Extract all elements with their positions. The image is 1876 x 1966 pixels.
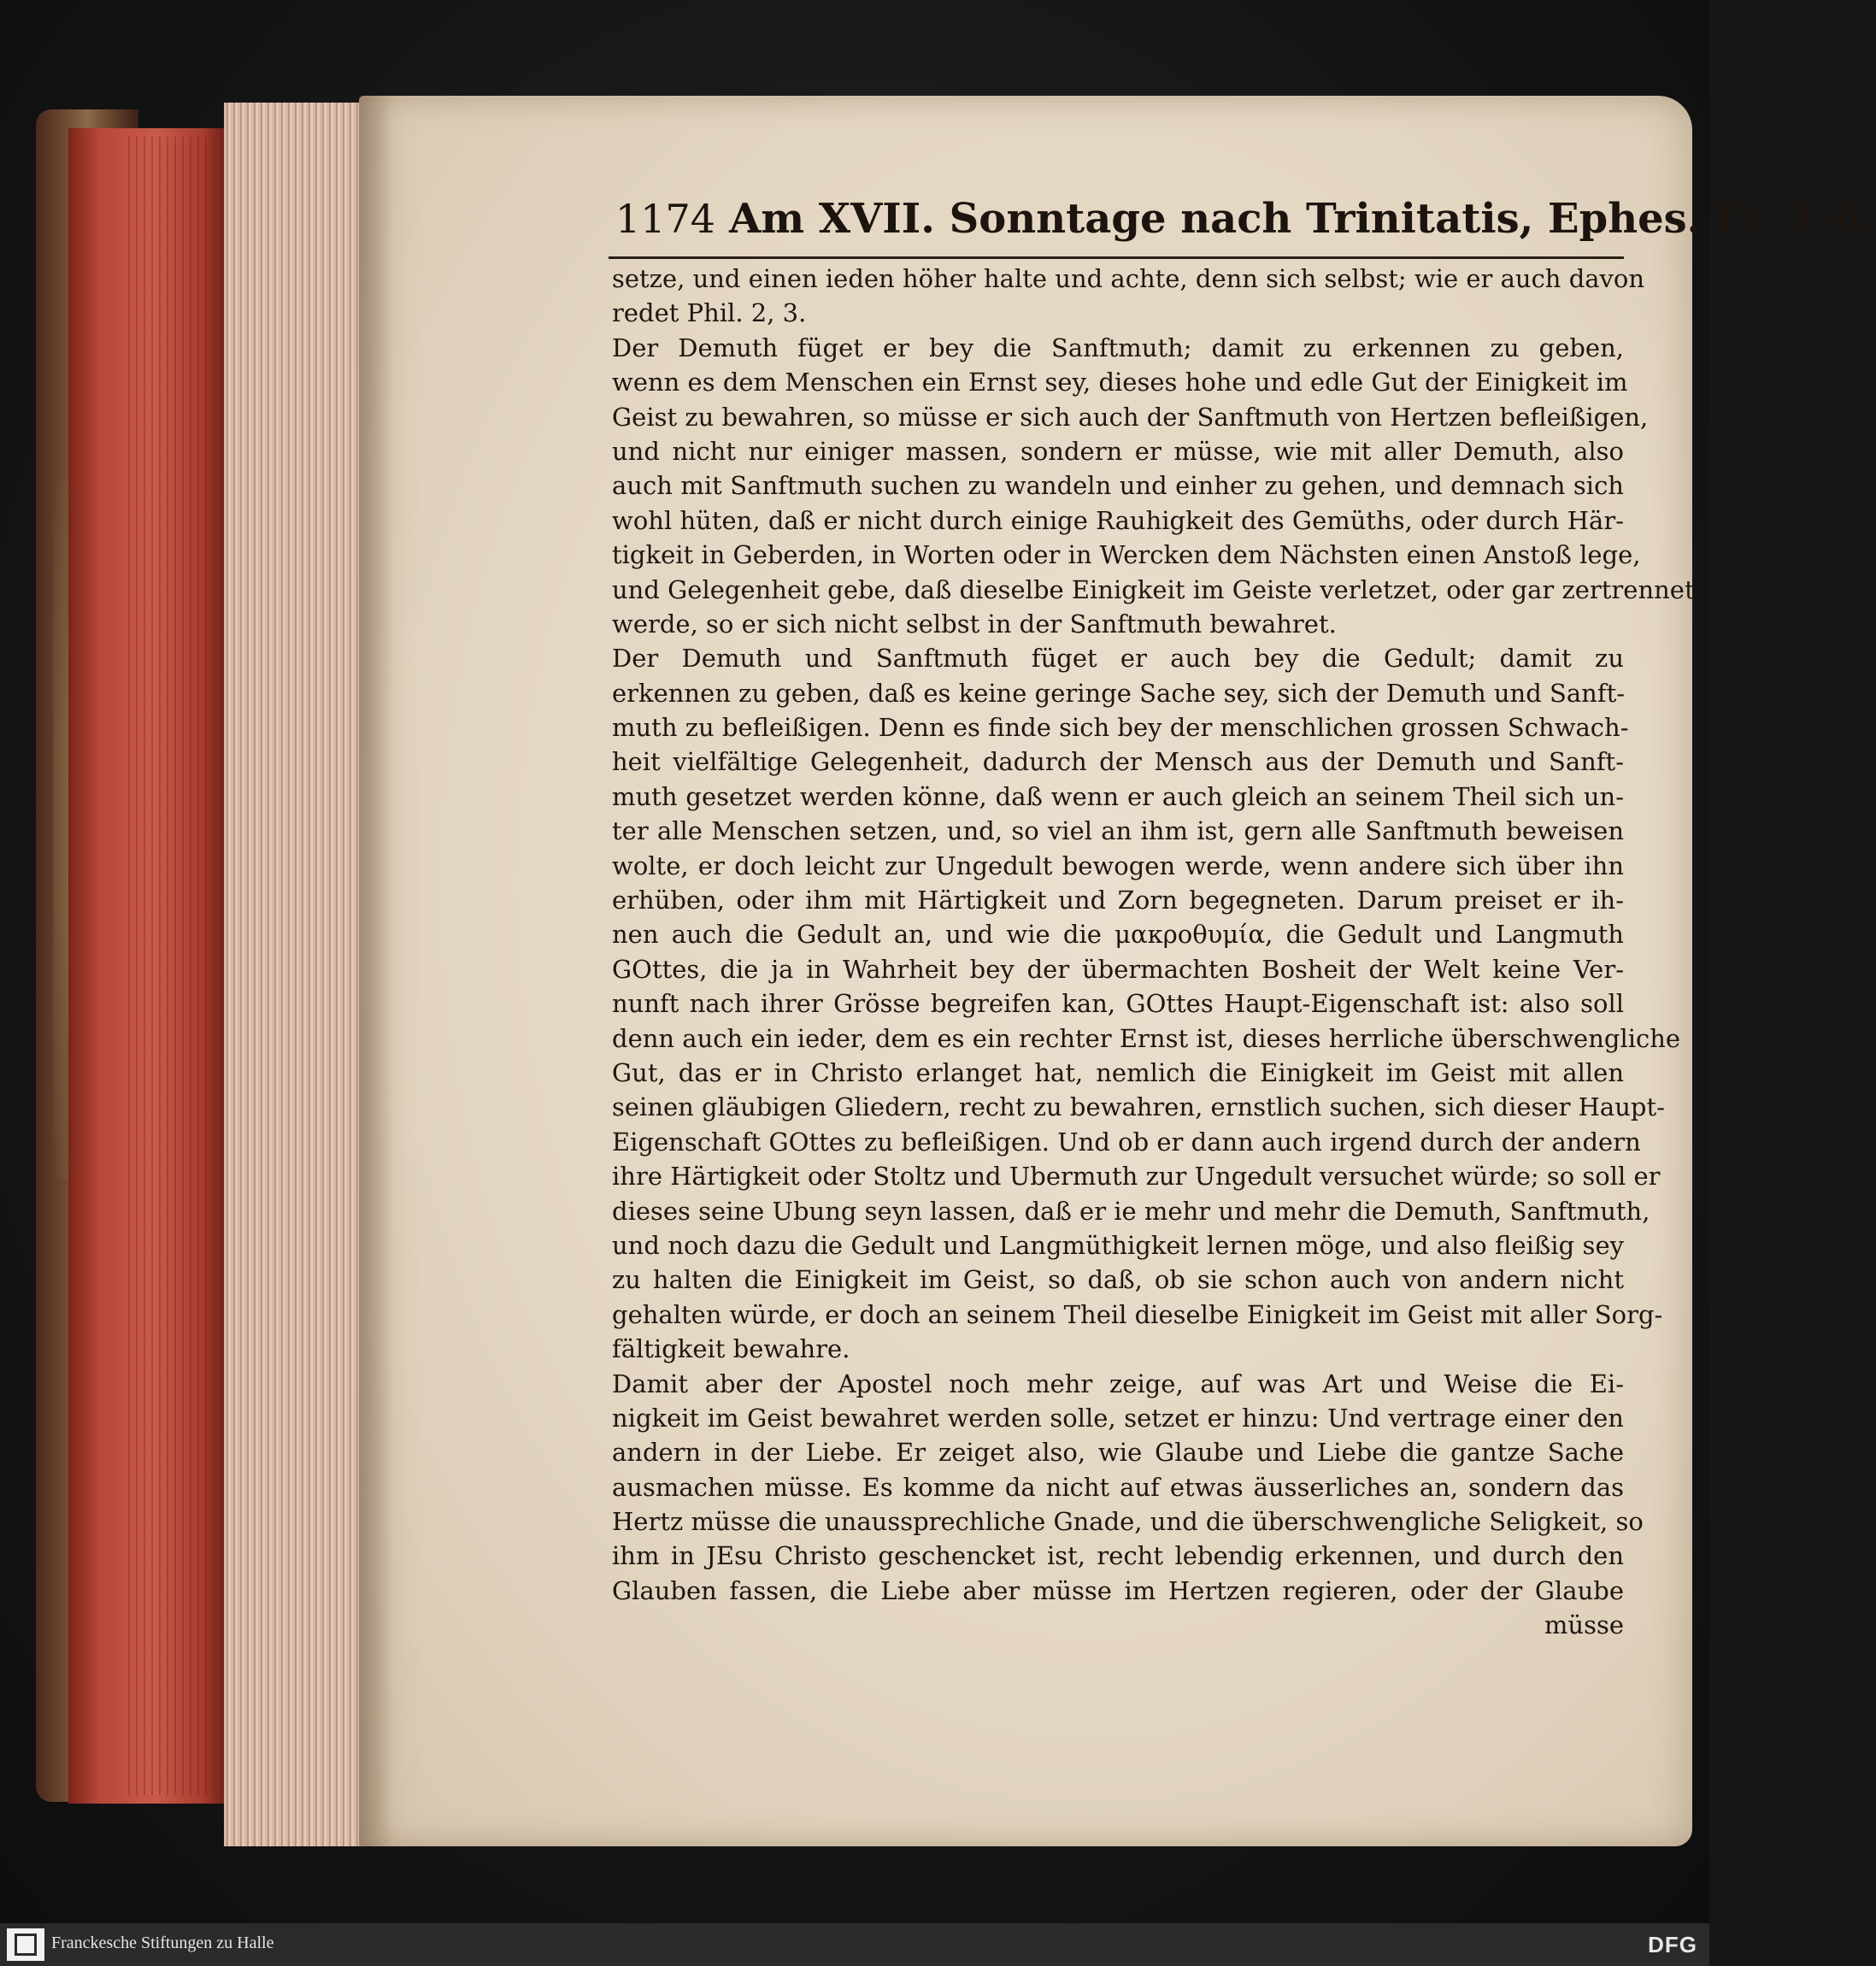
text-line: Geist zu bewahren, so müsse er sich auch der Sanftmuth von Hertzen befleißigen, bbox=[612, 402, 1649, 432]
institution-logo bbox=[7, 1928, 44, 1961]
text-line: wohl hüten, daß er nicht durch einige Rauhigkeit des Gemüths, oder durch Här- bbox=[612, 505, 1624, 535]
body-text bbox=[612, 262, 1695, 1643]
text-line: denn auch ein ieder, dem es ein rechter Ernst ist, dieses herrliche überschwengliche bbox=[612, 1023, 1681, 1053]
page-number: 1174 bbox=[615, 196, 716, 242]
text-line: Glauben fassen, die Liebe aber müsse im Hertzen regieren, oder der Glaube bbox=[612, 1575, 1624, 1605]
text-line: nunft nach ihrer Grösse begreifen kan, GOttes Haupt-Eigenschaft ist: also soll bbox=[612, 989, 1624, 1019]
text-line: erhüben, oder ihm mit Härtigkeit und Zorn begegneten. Darum preiset er ih- bbox=[612, 886, 1624, 915]
text-line: seinen gläubigen Gliedern, recht zu bewahren, ernstlich suchen, sich dieser Haupt- bbox=[612, 1092, 1665, 1122]
text-line: Damit aber der Apostel noch mehr zeige, auf was Art und Weise die Ei- bbox=[612, 1369, 1624, 1398]
text-line: muth zu befleißigen. Denn es finde sich bey der menschlichen grossen Schwach- bbox=[612, 713, 1629, 743]
text-line: auch mit Sanftmuth suchen zu wandeln und einher zu gehen, und demnach sich bbox=[612, 471, 1624, 501]
text-line: Hertz müsse die unaussprechliche Gnade, und die überschwengliche Seligkeit, so bbox=[612, 1507, 1644, 1537]
text-line: wolte, er doch leicht zur Ungedult bewogen werde, wenn andere sich über ihn bbox=[612, 851, 1624, 880]
text-line: gehalten würde, er doch an seinem Theil dieselbe Einigkeit im Geist mit aller Sorg- bbox=[612, 1299, 1663, 1329]
text-line: und noch dazu die Gedult und Langmüthigkeit lernen möge, und also fleißig sey bbox=[612, 1230, 1624, 1260]
text-line: Gut, das er in Christo erlanget hat, nemlich die Einigkeit im Geist mit allen bbox=[612, 1057, 1624, 1087]
text-line: ihre Härtigkeit oder Stoltz und Ubermuth zur Ungedult versuchet würde; so soll er bbox=[612, 1162, 1661, 1192]
text-line: ihm in JEsu Christo geschencket ist, recht lebendig erkennen, und durch den bbox=[612, 1541, 1624, 1571]
text-line: tigkeit in Geberden, in Worten oder in Wercken dem Nächsten einen Anstoß lege, bbox=[612, 540, 1641, 570]
text-line: redet Phil. 2, 3. bbox=[612, 298, 807, 328]
text-line: Der Demuth füget er bey die Sanftmuth; damit zu erkennen zu geben, bbox=[612, 333, 1624, 362]
text-line: Eigenschaft GOttes zu befleißigen. Und ob er dann auch irgend durch der andern bbox=[612, 1127, 1641, 1157]
text-line: und nicht nur einiger massen, sondern er müsse, wie mit aller Demuth, also bbox=[612, 436, 1624, 466]
institution-name: Franckesche Stiftungen zu Halle bbox=[51, 1934, 274, 1952]
text-line: ausmachen müsse. Es komme da nicht auf etwas äusserliches an, sondern das bbox=[612, 1472, 1624, 1502]
text-line: werde, so er sich nicht selbst in der Sanftmuth bewahret. bbox=[612, 609, 1337, 639]
dfg-logo: DFG bbox=[1648, 1932, 1697, 1957]
header-rule bbox=[609, 256, 1624, 259]
text-line: wenn es dem Menschen ein Ernst sey, dieses hohe und edle Gut der Einigkeit im bbox=[612, 368, 1628, 397]
catchword: müsse bbox=[1544, 1610, 1624, 1640]
text-line: heit vielfältige Gelegenheit, dadurch der Mensch aus der Demuth und Sanft- bbox=[612, 747, 1624, 777]
text-line: erkennen zu geben, daß es keine geringe Sache sey, sich der Demuth und Sanft- bbox=[612, 678, 1626, 708]
text-line: nigkeit im Geist bewahret werden solle, setzet er hinzu: Und vertrage einer den bbox=[612, 1403, 1624, 1433]
red-edge-lines bbox=[128, 137, 222, 1795]
text-line: zu halten die Einigkeit im Geist, so daß, ob sie schon auch von andern nicht bbox=[612, 1265, 1624, 1295]
page-header bbox=[615, 195, 1876, 255]
text-line: andern in der Liebe. Er zeiget also, wie Glaube und Liebe die gantze Sache bbox=[612, 1438, 1624, 1468]
text-line: nen auch die Gedult an, und wie die μακροθυμία, die Gedult und Langmuth bbox=[612, 920, 1624, 950]
text-line: Der Demuth und Sanftmuth füget er auch bey die Gedult; damit zu bbox=[612, 644, 1624, 674]
page-stack-edges bbox=[224, 103, 376, 1846]
text-line: GOttes, die ja in Wahrheit bey der übermachten Bosheit der Welt keine Ver- bbox=[612, 954, 1624, 984]
text-line: muth gesetzet werden könne, daß wenn er auch gleich an seinem Theil sich un- bbox=[612, 781, 1624, 811]
text-line: dieses seine Ubung seyn lassen, daß er ie mehr und mehr die Demuth, Sanftmuth, bbox=[612, 1196, 1650, 1226]
text-line: ter alle Menschen setzen, und, so viel an ihm ist, gern alle Sanftmuth beweisen bbox=[612, 816, 1624, 846]
text-line: fältigkeit bewahre. bbox=[612, 1334, 850, 1364]
running-title: Am XVII. Sonntage nach Trinitatis, Ephes. IV, 1-6. bbox=[729, 195, 1876, 243]
page-gutter-shadow bbox=[359, 96, 393, 1846]
text-line: und Gelegenheit gebe, daß dieselbe Einigkeit im Geiste verletzet, oder gar zertrennet bbox=[612, 574, 1695, 604]
text-line: setze, und einen ieden höher halte und achte, denn sich selbst; wie er auch davon bbox=[612, 264, 1645, 293]
